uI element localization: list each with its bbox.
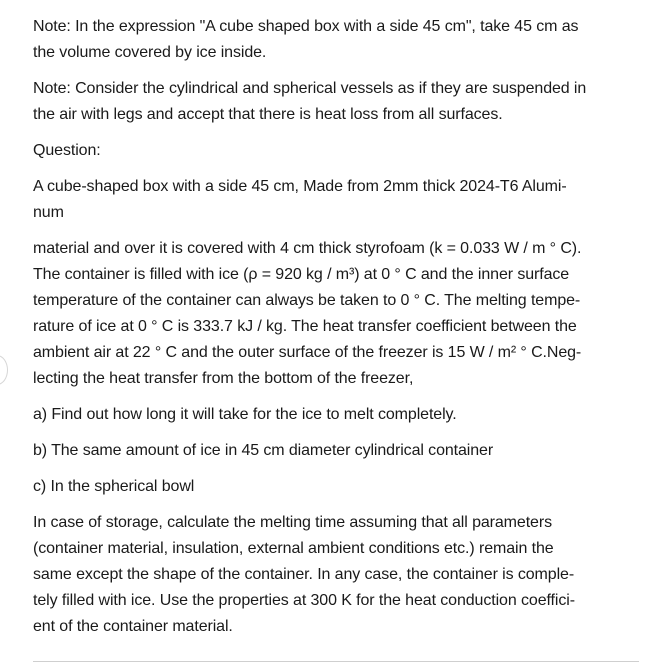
question-label	[33, 138, 643, 164]
note-2	[33, 76, 643, 128]
bottom-divider	[33, 661, 639, 662]
closing-line: same except the shape of the container. In any case, the container is comple-	[33, 566, 575, 583]
question-body-line: The container is filled with ice (ρ = 920 kg / m³) at 0 ° C and the inner surface	[33, 266, 570, 283]
part-b	[33, 438, 643, 464]
part-c	[33, 474, 643, 500]
question-intro-line: num	[33, 204, 64, 221]
question-intro	[33, 174, 643, 226]
question-body-line: material and over it is covered with 4 cm thick styrofoam (k = 0.033 W / m ° C).	[33, 240, 582, 257]
part-a-text: a) Find out how long it will take for the ice to melt completely.	[33, 406, 457, 423]
part-b-text: b) The same amount of ice in 45 cm diameter cylindrical container	[33, 442, 494, 459]
part-c-text: c) In the spherical bowl	[33, 478, 195, 495]
closing-paragraph	[33, 510, 643, 640]
question-body	[33, 236, 643, 392]
closing-line: (container material, insulation, external ambient conditions etc.) remain the	[33, 540, 554, 557]
question-label-text: Question:	[33, 142, 101, 159]
note-1-line: Note: In the expression "A cube shaped box with a side 45 cm", take 45 cm as	[33, 18, 579, 35]
closing-line: ent of the container material.	[33, 618, 233, 635]
note-1	[33, 14, 643, 66]
page-edge-marker	[0, 355, 8, 385]
question-body-line: temperature of the container can always be taken to 0 ° C. The melting tempe-	[33, 292, 581, 309]
document-page	[33, 14, 643, 650]
closing-line: In case of storage, calculate the melting time assuming that all parameters	[33, 514, 552, 531]
question-body-line: rature of ice at 0 ° C is 333.7 kJ / kg. The heat transfer coefficient between the	[33, 318, 577, 335]
question-body-line: lecting the heat transfer from the bottom of the freezer,	[33, 370, 414, 387]
question-body-line: ambient air at 22 ° C and the outer surface of the freezer is 15 W / m² ° C.Neg-	[33, 344, 582, 361]
question-intro-line: A cube-shaped box with a side 45 cm, Made from 2mm thick 2024-T6 Alumi-	[33, 178, 567, 195]
note-2-line: Note: Consider the cylindrical and spherical vessels as if they are suspended in	[33, 80, 587, 97]
closing-line: tely filled with ice. Use the properties at 300 K for the heat conduction coeffici-	[33, 592, 575, 609]
part-a	[33, 402, 643, 428]
note-1-line: the volume covered by ice inside.	[33, 44, 267, 61]
note-2-line: the air with legs and accept that there is heat loss from all surfaces.	[33, 106, 503, 123]
